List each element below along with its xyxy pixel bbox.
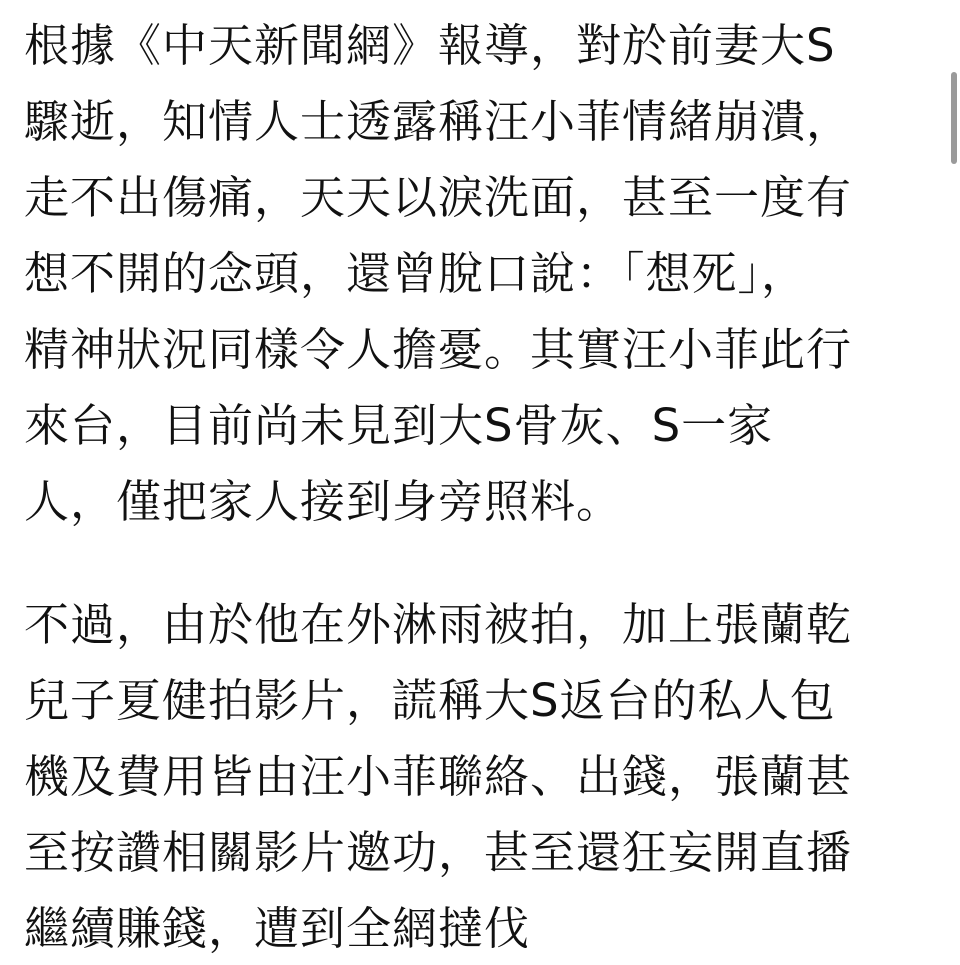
text-line: 人，僅把家人接到身旁照料。: [24, 475, 623, 528]
text-line: 根據《中天新聞網》報導，對於前妻大S: [24, 19, 836, 72]
text-line: 想不開的念頭，還曾脫口說：「想死」，: [24, 247, 808, 300]
text-line: 至按讚相關影片邀功，甚至還狂妄開直播: [24, 826, 853, 879]
scrollbar-thumb[interactable]: [951, 72, 957, 164]
text-line: 繼續賺錢，遭到全網撻伐: [24, 902, 531, 955]
text-line: 驟逝，知情人士透露稱汪小菲情緒崩潰，: [24, 95, 853, 148]
text-line: 不過，由於他在外淋雨被拍，加上張蘭乾: [24, 598, 853, 651]
text-line: 走不出傷痛，天天以淚洗面，甚至一度有: [24, 171, 853, 224]
text-line: 兒子夏健拍影片，謊稱大S返台的私人包: [24, 674, 836, 727]
text-line: 機及費用皆由汪小菲聯絡、出錢，張蘭甚: [24, 750, 853, 803]
text-line: 來台，目前尚未見到大S骨灰、S一家: [24, 399, 774, 452]
text-line: 精神狀況同樣令人擔憂。其實汪小菲此行: [24, 323, 853, 376]
